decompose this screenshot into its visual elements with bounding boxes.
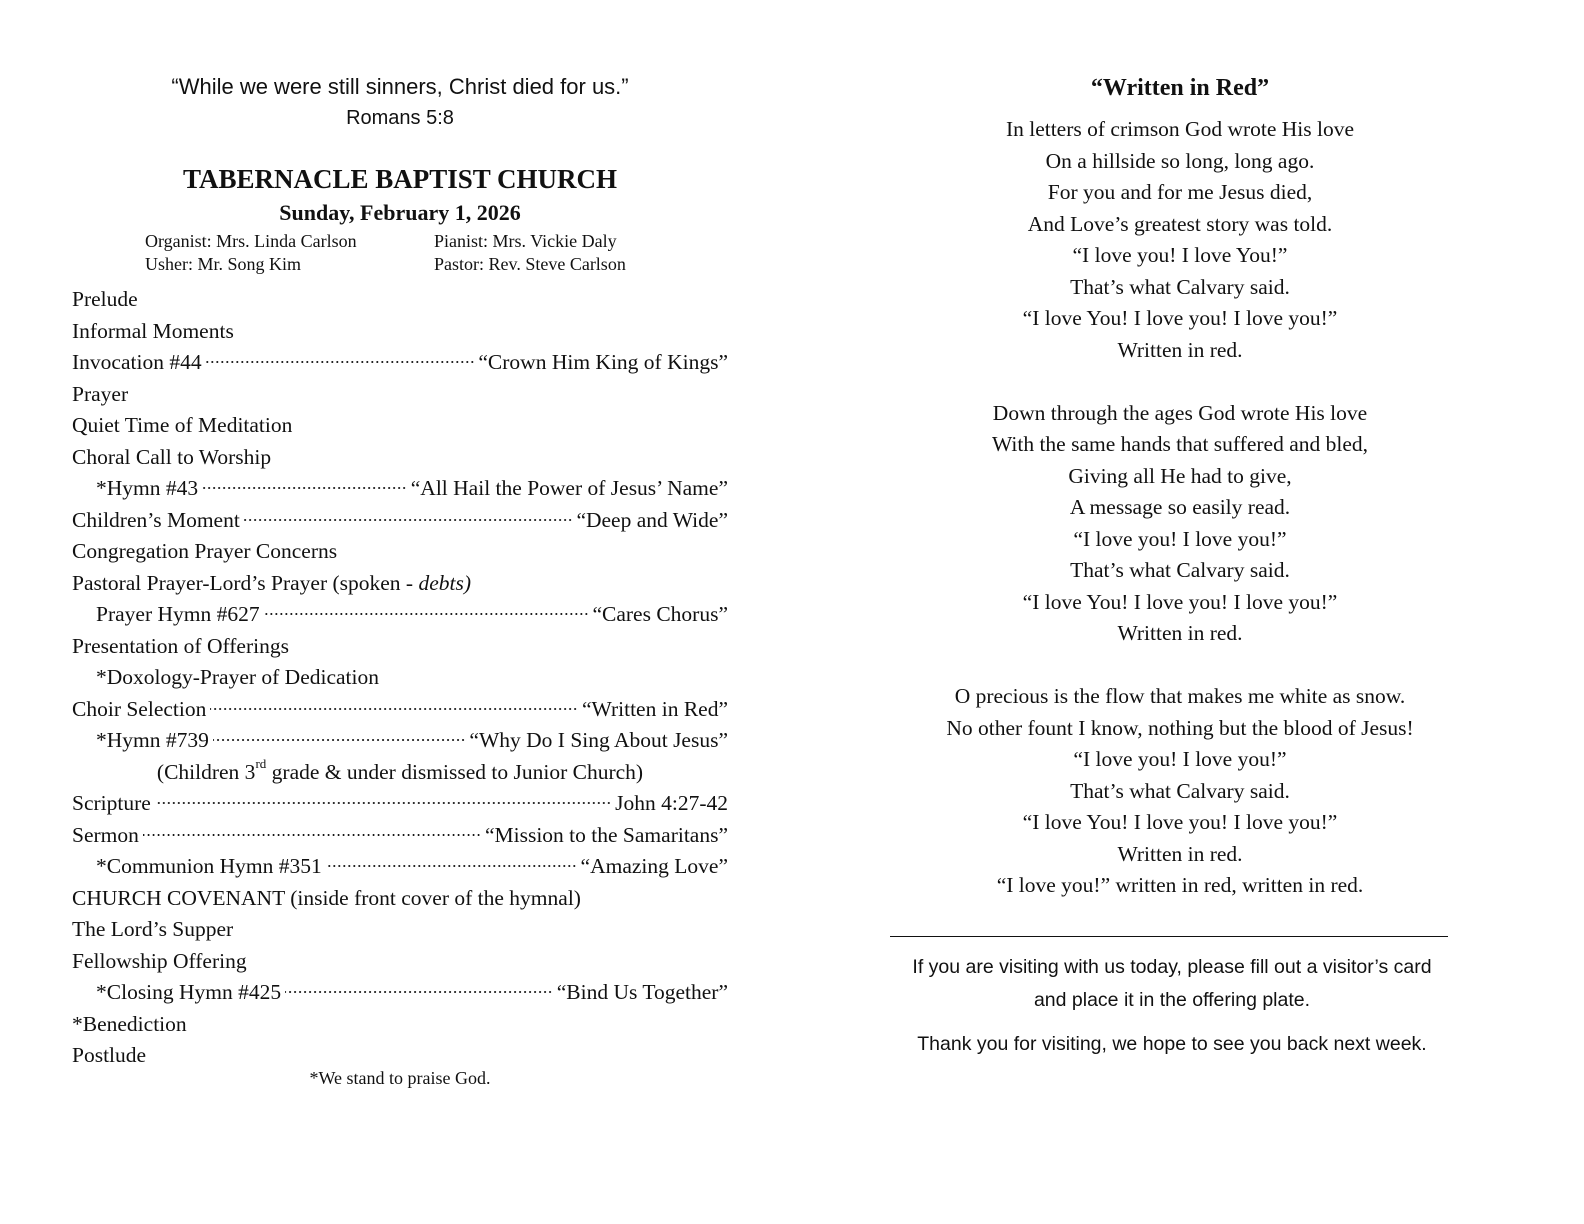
lyric-line: No other fount I know, nothing but the blood of Jesus! <box>946 715 1414 740</box>
lyric-line: “I love You! I love you! I love you!” <box>1022 306 1338 330</box>
staff-organist: Organist: Mrs. Linda Carlson <box>145 231 357 251</box>
lyric-line: Down through the ages God wrote His love <box>992 400 1368 425</box>
dot-leader <box>285 990 553 994</box>
service-item-label: Invocation #44 <box>72 350 202 374</box>
service-item-label: Prayer Hymn #627 <box>96 602 260 626</box>
visitor-note-line: If you are visiting with us today, please fill out a visitor’s card <box>912 956 1432 978</box>
service-item-informal-moments <box>72 316 728 348</box>
service-item-closing-hymn <box>72 977 728 1009</box>
service-item-label: Presentation of Offerings <box>72 633 289 658</box>
lyric-line: With the same hands that suffered and bled, <box>991 432 1369 456</box>
service-item-title: “Cares Chorus” <box>592 602 728 626</box>
bulletin-right-panel <box>880 0 1512 1224</box>
service-item-label: Sermon <box>72 822 139 847</box>
service-item-label: Pastoral Prayer-Lord’s Prayer (spoken - <box>72 570 419 595</box>
service-item-church-covenant <box>72 883 728 915</box>
lyric-line: “I love you! I love you!” <box>1073 747 1287 771</box>
service-item-label: Quiet Time of Meditation <box>72 413 293 437</box>
lyric-line: That’s what Calvary said. <box>1070 778 1290 803</box>
dot-leader <box>202 486 407 490</box>
service-item-label: *Hymn #43 <box>96 476 199 500</box>
service-item-label: Scripture <box>72 791 151 815</box>
service-item-fellowship-offering <box>72 946 728 978</box>
service-item-prayer <box>72 379 728 411</box>
service-item-emphasis: debts) <box>418 570 472 595</box>
service-item-label: Informal Moments <box>72 318 234 343</box>
lyric-line: That’s what Calvary said. <box>1070 274 1290 299</box>
dot-leader <box>213 738 466 742</box>
service-item-doxology <box>72 662 728 694</box>
service-item-label: *Hymn #739 <box>96 728 209 752</box>
service-item-childrens-moment <box>72 505 728 537</box>
service-item-label-after: grade & under dismissed to Junior Church) <box>266 759 644 784</box>
bulletin-left-panel <box>72 0 728 1224</box>
service-item-scripture <box>72 788 728 820</box>
song-lyrics <box>880 114 1480 902</box>
service-item-title: “Bind Us Together” <box>556 980 728 1004</box>
lyric-line: “I love You! I love you! I love you!” <box>1022 589 1338 614</box>
service-item-sermon <box>72 820 728 852</box>
lyric-line: Written in red. <box>1117 337 1243 362</box>
lyric-line: That’s what Calvary said. <box>1070 558 1290 582</box>
service-item-label: (Children 3 <box>156 759 256 784</box>
service-item-choral-call <box>72 442 728 474</box>
service-item-title: “Amazing Love” <box>580 854 728 878</box>
service-date: Sunday, February 1, 2026 <box>279 200 521 225</box>
dot-leader <box>244 518 573 522</box>
service-item-hymn-739 <box>72 725 728 757</box>
lyric-line: “I love You! I love you! I love you!” <box>1022 810 1338 834</box>
service-item-label: The Lord’s Supper <box>72 917 234 941</box>
service-item-title: “Written in Red” <box>582 696 728 721</box>
service-item-label: Postlude <box>72 1043 147 1067</box>
lyric-line: “I love you! I love You!” <box>1072 243 1288 267</box>
staff-usher: Usher: Mr. Song Kim <box>145 254 302 274</box>
service-item-lords-supper <box>72 914 728 946</box>
service-item-title: “Crown Him King of Kings” <box>478 350 728 374</box>
order-of-service <box>72 284 728 1072</box>
lyric-line: “I love you! I love you!” <box>1073 526 1287 551</box>
ordinal-suffix: rd <box>255 756 267 772</box>
service-item-label: Prayer <box>72 381 129 406</box>
service-item-label: Prelude <box>72 287 138 311</box>
visitor-thank-you: Thank you for visiting, we hope to see you back next week. <box>917 1033 1427 1055</box>
lyric-line: O precious is the flow that makes me white as snow. <box>954 684 1406 708</box>
epigraph-quote: “While we were still sinners, Christ died for us.” <box>171 74 629 99</box>
dot-leader <box>210 707 578 711</box>
service-item-prelude <box>72 284 728 316</box>
service-item-communion-hymn <box>72 851 728 883</box>
service-item-label: *Closing Hymn #425 <box>96 980 282 1004</box>
epigraph-reference: Romans 5:8 <box>346 107 454 129</box>
staff-pianist: Pianist: Mrs. Vickie Daly <box>434 231 617 251</box>
service-item-title: “All Hail the Power of Jesus’ Name” <box>410 476 728 500</box>
lyric-line: In letters of crimson God wrote His love <box>1005 117 1355 141</box>
lyric-line: On a hillside so long, long ago. <box>1045 148 1315 173</box>
service-item-prayer-hymn <box>72 599 728 631</box>
service-item-label: Congregation Prayer Concerns <box>72 539 338 563</box>
service-item-prayer-concerns <box>72 536 728 568</box>
stanza-gap <box>880 650 1480 682</box>
service-item-label: Children’s Moment <box>72 507 240 532</box>
dot-leader <box>264 612 589 616</box>
stand-note: *We stand to praise God. <box>309 1068 491 1088</box>
service-item-title: “Mission to the Samaritans” <box>484 822 728 847</box>
dot-leader <box>206 360 475 364</box>
stanza-gap <box>880 366 1480 398</box>
service-item-title: “Deep and Wide” <box>576 507 728 532</box>
church-name: TABERNACLE BAPTIST CHURCH <box>182 164 618 194</box>
lyric-line: Written in red. <box>1117 621 1243 645</box>
service-item-invocation <box>72 347 728 379</box>
dot-leader <box>326 864 577 868</box>
service-item-benediction <box>72 1009 728 1041</box>
lyric-line: “I love you!” written in red, written in red. <box>996 873 1364 897</box>
service-item-choir-selection <box>72 694 728 726</box>
visitor-note-line: and place it in the offering plate. <box>1033 989 1311 1011</box>
lyric-line: A message so easily read. <box>1069 495 1291 519</box>
dot-leader <box>155 801 611 805</box>
service-item-pastoral-prayer <box>72 568 728 600</box>
service-item-label: Choral Call to Worship <box>72 444 272 469</box>
service-item-offerings <box>72 631 728 663</box>
service-item-title: “Why Do I Sing About Jesus” <box>469 728 728 752</box>
lyric-line: And Love’s greatest story was told. <box>1027 211 1333 236</box>
lyric-line: For you and for me Jesus died, <box>1047 180 1313 204</box>
lyric-line: Written in red. <box>1117 841 1243 866</box>
service-item-label: Fellowship Offering <box>72 948 247 973</box>
service-item-title: John 4:27-42 <box>615 791 728 815</box>
service-item-label: Choir Selection <box>72 696 207 721</box>
divider-line <box>890 936 1448 937</box>
service-item-label: *Benediction <box>72 1011 187 1036</box>
service-item-label: CHURCH COVENANT (inside front cover of the hymnal) <box>72 885 581 910</box>
staff-pastor: Pastor: Rev. Steve Carlson <box>434 254 626 274</box>
lyric-line: Giving all He had to give, <box>1068 463 1292 488</box>
service-item-hymn-43 <box>72 473 728 505</box>
dot-leader <box>143 833 481 837</box>
service-item-label: *Doxology-Prayer of Dedication <box>96 665 380 689</box>
service-item-label: *Communion Hymn #351 <box>96 854 322 878</box>
service-item-meditation <box>72 410 728 442</box>
service-item-junior-church-note <box>72 757 728 789</box>
song-title: “Written in Red” <box>1090 75 1270 101</box>
